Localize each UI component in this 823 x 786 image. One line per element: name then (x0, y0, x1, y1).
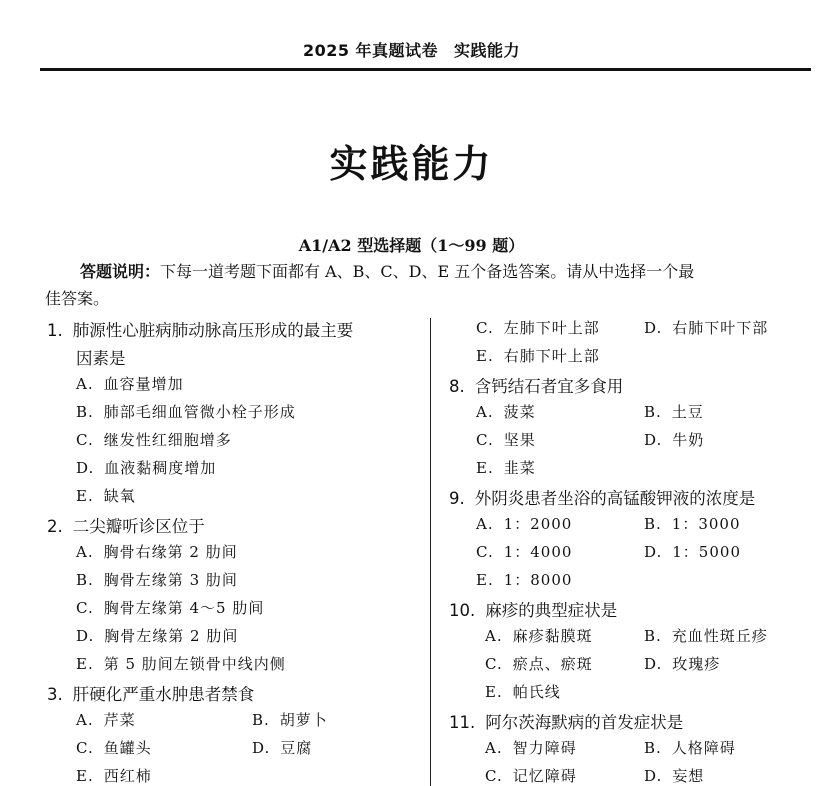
running-header (0, 38, 823, 61)
question-1-stem-cont: 因素是 (76, 349, 126, 368)
option-d: D. 右肺下叶下部 (644, 319, 769, 337)
question-2 (47, 513, 205, 537)
option-a: A. 胸骨右缘第 2 肋间 (76, 543, 238, 561)
question-number: 11. (449, 713, 476, 732)
instructions-line-2: 佳答案。 (45, 289, 110, 308)
option-b: B. 胸骨左缘第 3 肋间 (76, 571, 238, 589)
question-stem: 二尖瓣听诊区位于 (72, 517, 205, 536)
option-a: A. 智力障碍 (485, 739, 577, 757)
option-a: A. 麻疹黏膜斑 (485, 627, 593, 645)
instructions-label: 答题说明： (80, 262, 161, 281)
instructions-line-1: 下每一道考题下面都有 A、B、C、D、E 五个备选答案。请从中选择一个最 (160, 262, 695, 281)
option-c: C. 记忆障碍 (485, 767, 577, 785)
option-e: E. 韭菜 (476, 459, 536, 477)
option-e: E. 第 5 肋间左锁骨中线内侧 (76, 655, 286, 673)
question-number: 10. (449, 601, 476, 620)
question-1 (47, 317, 353, 341)
option-d: D. 牛奶 (644, 431, 705, 449)
option-c: C. 鱼罐头 (76, 739, 152, 757)
option-c: C. 胸骨左缘第 4～5 肋间 (76, 599, 265, 617)
option-b: B. 土豆 (644, 403, 704, 421)
option-d: D. 豆腐 (252, 739, 313, 757)
question-number: 2. (47, 517, 63, 536)
section-heading: A1/A2 型选择题（1～99 题） (298, 236, 525, 255)
option-a: A. 芹菜 (76, 711, 136, 729)
option-c: C. 1：4000 (476, 543, 573, 561)
question-stem: 麻疹的典型症状是 (485, 601, 618, 620)
instructions (45, 258, 813, 312)
question-number: 9. (449, 489, 465, 508)
question-number: 8. (449, 377, 465, 396)
option-e: E. 1：8000 (476, 571, 573, 589)
option-a: A. 菠菜 (476, 403, 536, 421)
option-d: D. 妄想 (644, 767, 705, 785)
option-c: C. 左肺下叶上部 (476, 319, 600, 337)
question-stem: 肝硬化严重水肿患者禁食 (72, 685, 255, 704)
option-e: E. 西红柿 (76, 767, 152, 785)
option-a: A. 血容量增加 (76, 375, 184, 393)
option-e: E. 帕氏线 (485, 683, 561, 701)
option-d: D. 血液黏稠度增加 (76, 459, 217, 477)
header-subject: 实践能力 (454, 41, 521, 60)
option-c: C. 继发性红细胞增多 (76, 431, 232, 449)
option-d: D. 胸骨左缘第 2 肋间 (76, 627, 239, 645)
question-11 (449, 709, 683, 733)
option-d: D. 1：5000 (644, 543, 741, 561)
option-b: B. 胡萝卜 (252, 711, 328, 729)
question-stem: 阿尔茨海默病的首发症状是 (485, 713, 684, 732)
question-3 (47, 681, 254, 705)
page-title: 实践能力 (329, 142, 494, 186)
option-e: E. 右肺下叶上部 (476, 347, 600, 365)
option-b: B. 人格障碍 (644, 739, 736, 757)
option-e: E. 缺氧 (76, 487, 136, 505)
option-b: B. 1：3000 (644, 515, 741, 533)
question-8 (449, 373, 623, 397)
option-d: D. 玫瑰疹 (644, 655, 721, 673)
question-9 (449, 485, 755, 509)
header-rule (40, 68, 811, 71)
question-number: 1. (47, 321, 63, 340)
column-divider (430, 318, 431, 786)
option-b: B. 肺部毛细血管微小栓子形成 (76, 403, 296, 421)
option-c: C. 瘀点、瘀斑 (485, 655, 593, 673)
header-year-title: 2025 年真题试卷 (302, 41, 439, 60)
question-stem: 外阴炎患者坐浴的高锰酸钾液的浓度是 (474, 489, 756, 508)
question-number: 3. (47, 685, 63, 704)
question-10 (449, 597, 617, 621)
question-stem: 肺源性心脏病肺动脉高压形成的最主要 (72, 321, 354, 340)
option-a: A. 1：2000 (476, 515, 573, 533)
question-stem: 含钙结石者宜多食用 (474, 377, 624, 396)
option-b: B. 充血性斑丘疹 (644, 627, 768, 645)
option-c: C. 坚果 (476, 431, 536, 449)
